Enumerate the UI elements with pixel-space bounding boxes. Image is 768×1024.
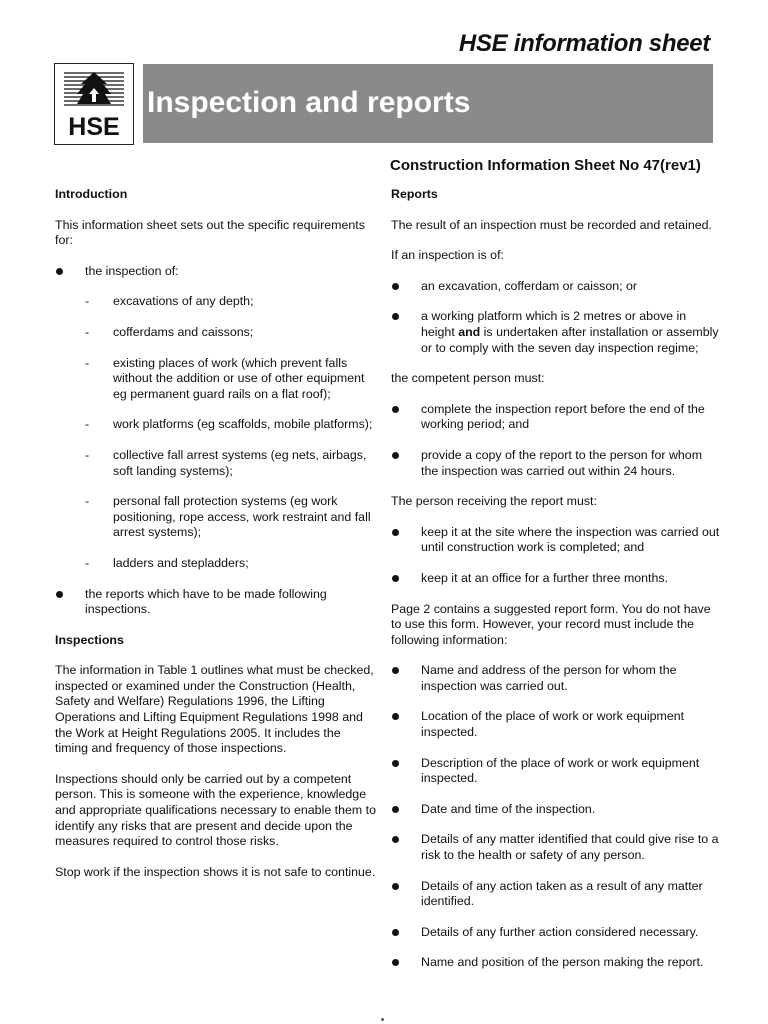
info-item: Location of the place of work or work equipment inspected. — [391, 709, 721, 740]
sheet-number: Construction Information Sheet No 47(rev1) — [390, 157, 701, 174]
hse-logo — [54, 63, 134, 145]
competent-person-text: the competent person must: — [391, 371, 545, 386]
competent-item: complete the inspection report before the end of the working period; and — [391, 402, 721, 433]
inspections-paragraph: Stop work if the inspection shows it is not safe to continue. — [55, 864, 376, 879]
right-column — [391, 187, 721, 986]
dash-item: - work platforms (eg scaffolds, mobile platforms); — [55, 417, 377, 433]
info-item: Details of any matter identified that could give rise to a risk to the health or safety of any person. — [391, 832, 721, 863]
info-item: Details of any further action considered necessary. — [391, 925, 721, 941]
inspections-paragraph: The information in Table 1 outlines what must be checked, inspected or examined under the Construction (Health, Safety and Welfare) Regulations 1996, the Lifting Operations and Lifting Equipment Regulations 1998 and the Work at Height Regulations 2005. It includes the timing and frequency of those inspections. — [55, 663, 374, 756]
info-item: Date and time of the inspection. — [391, 802, 721, 818]
bullet-inspection-of: the inspection of: — [55, 264, 377, 280]
reports-heading: Reports — [391, 187, 438, 201]
dash-item: - ladders and stepladders; — [55, 556, 377, 572]
platform-bold-text: and — [458, 324, 481, 339]
title-banner — [143, 64, 713, 143]
inspections-paragraph: Inspections should only be carried out by a competent person. This is someone with the experience, knowledge and appropriate qualifications necessary to enable them to identify any risks that are present and decide upon the measures required to control those risks. — [55, 771, 376, 849]
dash-item: - cofferdams and caissons; — [55, 325, 377, 341]
info-item: Description of the place of work or work equipment inspected. — [391, 756, 721, 787]
platform-text: is undertaken after installation or assembly or to comply with the seven day inspection regime; — [421, 324, 719, 355]
page-mark — [381, 1018, 384, 1021]
dash-item: - collective fall arrest systems (eg nets, airbags, soft landing systems); — [55, 448, 377, 479]
competent-item: provide a copy of the report to the person for whom the inspection was carried out within 24 hours. — [391, 448, 721, 479]
page2-paragraph: Page 2 contains a suggested report form. You do not have to use this form. However, your record must include the following information: — [391, 601, 711, 647]
reports-paragraph: The result of an inspection must be recorded and retained. — [391, 217, 712, 232]
hse-logo-icon — [55, 64, 133, 144]
info-item: Name and position of the person making the report. — [391, 955, 721, 971]
bullet-reports: the reports which have to be made following inspections. — [55, 587, 377, 618]
left-column — [55, 187, 377, 895]
receiving-person-text: The person receiving the report must: — [391, 494, 597, 509]
receiving-item: keep it at the site where the inspection was carried out until construction work is completed; and — [391, 525, 721, 556]
receiving-item: keep it at an office for a further three months. — [391, 571, 721, 587]
page-title: Inspection and reports — [147, 86, 471, 119]
svg-text:HSE: HSE — [68, 113, 120, 141]
bullet-excavation: an excavation, cofferdam or caisson; or — [391, 279, 721, 295]
info-item: Details of any action taken as a result of any matter identified. — [391, 879, 721, 910]
bullet-working-platform — [391, 309, 721, 356]
dash-item: - existing places of work (which prevent falls without the addition or use of other equipment eg permanent guard rails on a flat roof); — [55, 356, 377, 403]
dash-item: - excavations of any depth; — [55, 294, 377, 310]
introduction-heading: Introduction — [55, 187, 128, 201]
inspections-heading: Inspections — [55, 632, 124, 647]
sheet-type-title: HSE information sheet — [458, 30, 710, 57]
info-item: Name and address of the person for whom the inspection was carried out. — [391, 663, 721, 694]
if-inspection-text: If an inspection is of: — [391, 248, 504, 263]
dash-item: - personal fall protection systems (eg work positioning, rope access, work restraint and fall arrest systems); — [55, 494, 377, 541]
platform-text: a working platform which is 2 metres or above in height — [421, 309, 687, 339]
intro-text: This information sheet sets out the specific requirements for: — [55, 217, 365, 248]
